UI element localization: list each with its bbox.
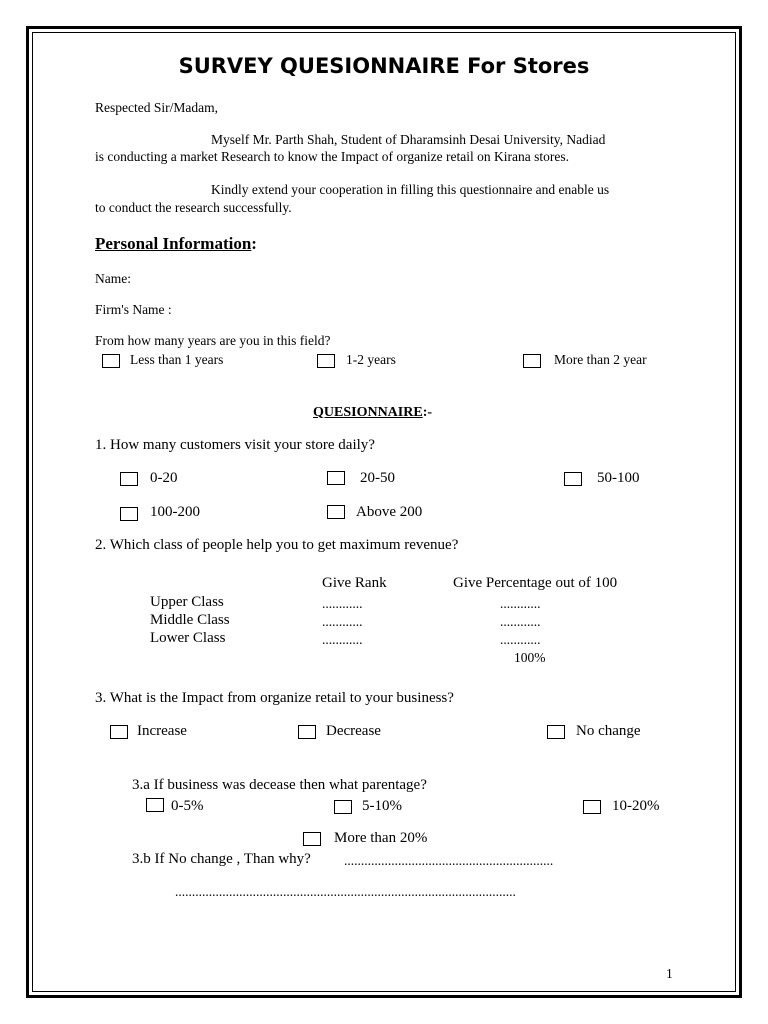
- q3a-option-label: 0-5%: [171, 798, 204, 814]
- page-number: 1: [666, 966, 673, 981]
- greeting: Respected Sir/Madam,: [95, 100, 218, 115]
- q3b-answer-line-1[interactable]: ..............................................................: [344, 853, 554, 868]
- checkbox-q3a-5-10[interactable]: [334, 800, 352, 814]
- q1-option-label: 20-50: [360, 470, 395, 486]
- years-option-label: Less than 1 years: [130, 352, 224, 367]
- q3-option-label: Decrease: [326, 723, 381, 739]
- personal-information-heading: [95, 234, 257, 254]
- years-option-label: 1-2 years: [346, 352, 396, 367]
- q2-rank-blank: ............: [322, 614, 363, 629]
- personal-heading-colon: :: [251, 234, 257, 253]
- checkbox-q3-no-change[interactable]: [547, 725, 565, 739]
- q1-option-label: 0-20: [150, 470, 178, 486]
- years-option-label: More than 2 year: [554, 352, 647, 367]
- q2-row-label: Upper Class: [150, 594, 224, 610]
- checkbox-q1-50-100[interactable]: [564, 472, 582, 486]
- request-line-1: Kindly extend your cooperation in filling this questionnaire and enable us: [211, 182, 610, 197]
- q2-percent-blank: ............: [500, 596, 541, 611]
- years-question: From how many years are you in this field?: [95, 333, 331, 348]
- q3b-text: 3.b If No change , Than why?: [132, 851, 311, 867]
- questionnaire-heading-suffix: :-: [422, 405, 433, 420]
- checkbox-years-less-than-1[interactable]: [102, 354, 120, 368]
- q2-percent-blank: ............: [500, 632, 541, 647]
- q2-column-percentage: Give Percentage out of 100: [453, 575, 618, 591]
- checkbox-q1-20-50[interactable]: [327, 471, 345, 485]
- checkbox-q3a-0-5[interactable]: [146, 798, 164, 812]
- q1-option-label: 50-100: [597, 470, 640, 486]
- intro-line-2: is conducting a market Research to know the Impact of organize retail on Kirana stores.: [95, 149, 569, 164]
- checkbox-q3a-10-20[interactable]: [583, 800, 601, 814]
- q2-total: 100%: [514, 650, 546, 665]
- questionnaire-heading-text: QUESIONNAIRE: [313, 405, 423, 420]
- q3a-option-label: 10-20%: [612, 798, 660, 814]
- checkbox-q3-decrease[interactable]: [298, 725, 316, 739]
- document-title: SURVEY QUESIONNAIRE For Stores: [178, 54, 590, 78]
- checkbox-q1-above-200[interactable]: [327, 505, 345, 519]
- q3-option-label: Increase: [137, 723, 187, 739]
- questionnaire-heading: [313, 405, 432, 421]
- q2-rank-blank: ............: [322, 596, 363, 611]
- q2-row-label: Lower Class: [150, 630, 226, 646]
- personal-heading-text: Personal Information: [95, 234, 252, 253]
- q3a-option-label: 5-10%: [362, 798, 402, 814]
- checkbox-q3a-more-than-20[interactable]: [303, 832, 321, 846]
- q1-text: 1. How many customers visit your store daily?: [95, 437, 375, 453]
- name-label: Name:: [95, 271, 131, 286]
- q1-option-label: 100-200: [150, 504, 200, 520]
- firm-name-label: Firm's Name :: [95, 302, 172, 317]
- q3a-text: 3.a If business was decease then what parentage?: [132, 777, 427, 793]
- checkbox-q1-100-200[interactable]: [120, 507, 138, 521]
- q1-option-label: Above 200: [356, 504, 423, 520]
- checkbox-q1-0-20[interactable]: [120, 472, 138, 486]
- request-line-2: to conduct the research successfully.: [95, 200, 292, 215]
- checkbox-years-more-than-2[interactable]: [523, 354, 541, 368]
- checkbox-q3-increase[interactable]: [110, 725, 128, 739]
- q3b-answer-line-2[interactable]: .....................................................................................................: [175, 884, 516, 899]
- q2-row-label: Middle Class: [150, 612, 230, 628]
- q2-column-rank: Give Rank: [322, 575, 387, 591]
- q2-rank-blank: ............: [322, 632, 363, 647]
- checkbox-years-1-2[interactable]: [317, 354, 335, 368]
- q3-text: 3. What is the Impact from organize retail to your business?: [95, 690, 454, 706]
- q3-option-label: No change: [576, 723, 641, 739]
- intro-line-1: Myself Mr. Parth Shah, Student of Dharamsinh Desai University, Nadiad: [211, 132, 606, 147]
- q2-text: 2. Which class of people help you to get maximum revenue?: [95, 537, 459, 553]
- q2-percent-blank: ............: [500, 614, 541, 629]
- q3a-option-label: More than 20%: [334, 830, 428, 846]
